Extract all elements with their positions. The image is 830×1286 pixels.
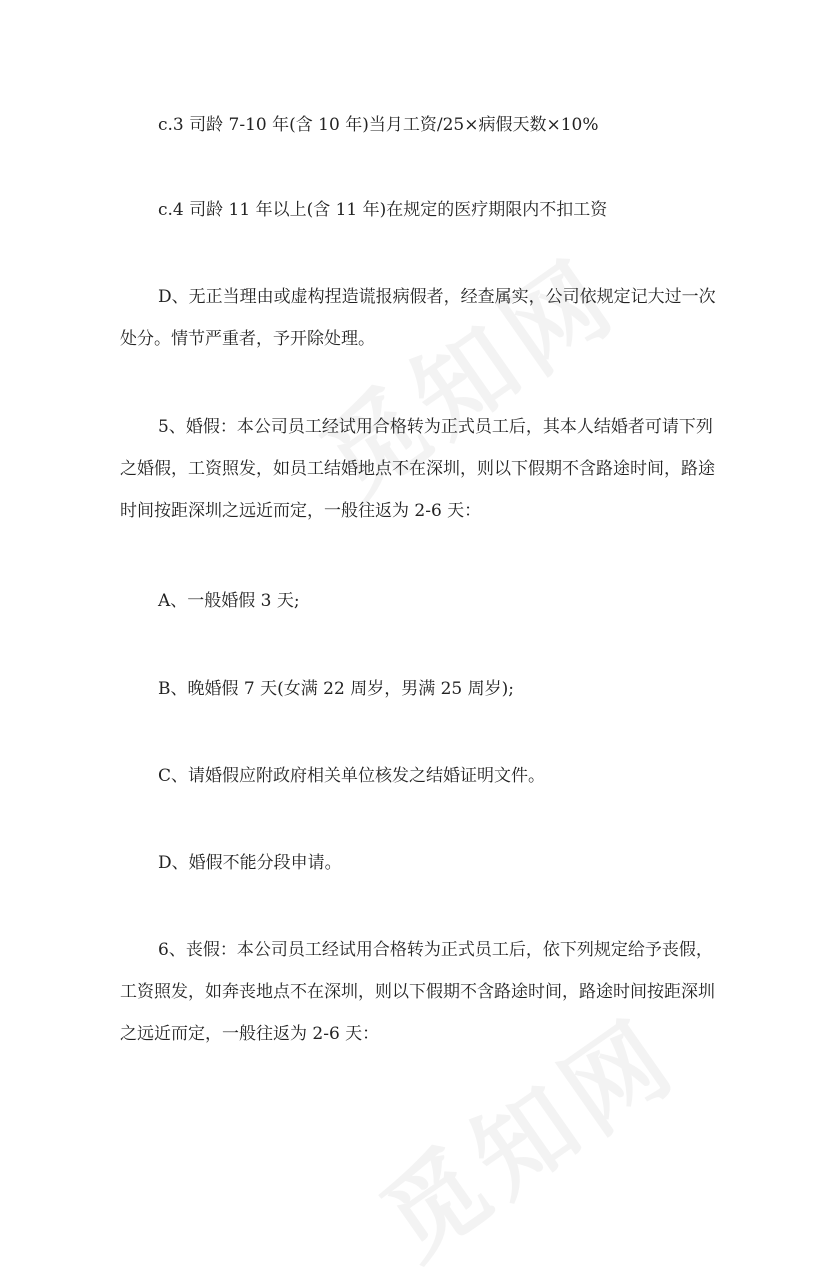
paragraph-bereavement-leave — [120, 929, 720, 1055]
text-line: 时间按距深圳之远近而定，一般往返为 2-6 天： — [120, 501, 482, 521]
paragraph-false-sick-leave — [120, 276, 720, 360]
paragraph-marriage-b — [120, 668, 720, 710]
paragraph-marriage-d — [120, 842, 720, 884]
text-line: 之远近而定，一般往返为 2-6 天： — [120, 1024, 380, 1044]
text-line: c.3 司龄 7-10 年(含 10 年)当月工资/25×病假天数×10% — [158, 115, 599, 135]
paragraph-marriage-leave — [120, 406, 720, 532]
text-line: 之婚假，工资照发，如员工结婚地点不在深圳，则以下假期不含路途时间，路途 — [120, 459, 715, 479]
text-line: B、晚婚假 7 天(女满 22 周岁，男满 25 周岁); — [158, 679, 514, 699]
text-line: c.4 司龄 11 年以上(含 11 年)在规定的医疗期限内不扣工资 — [158, 200, 608, 220]
text-line: 6、丧假：本公司员工经试用合格转为正式员工后，依下列规定给予丧假， — [158, 940, 713, 960]
text-line: 工资照发，如奔丧地点不在深圳，则以下假期不含路途时间，路途时间按距深圳 — [120, 982, 715, 1002]
text-line: C、请婚假应附政府相关单位核发之结婚证明文件。 — [158, 766, 546, 786]
text-line: 5、婚假：本公司员工经试用合格转为正式员工后，其本人结婚者可请下列 — [158, 417, 713, 437]
text-line: A、一般婚假 3 天; — [158, 591, 300, 611]
text-line: D、婚假不能分段申请。 — [158, 853, 342, 873]
paragraph-marriage-c — [120, 755, 720, 797]
paragraph-marriage-a — [120, 580, 720, 622]
paragraph-c4 — [120, 189, 720, 231]
text-line: D、无正当理由或虚构捏造谎报病假者，经查属实，公司依规定记大过一次 — [158, 287, 716, 307]
paragraph-c3 — [120, 104, 720, 146]
text-line: 处分。情节严重者，予开除处理。 — [120, 329, 375, 349]
